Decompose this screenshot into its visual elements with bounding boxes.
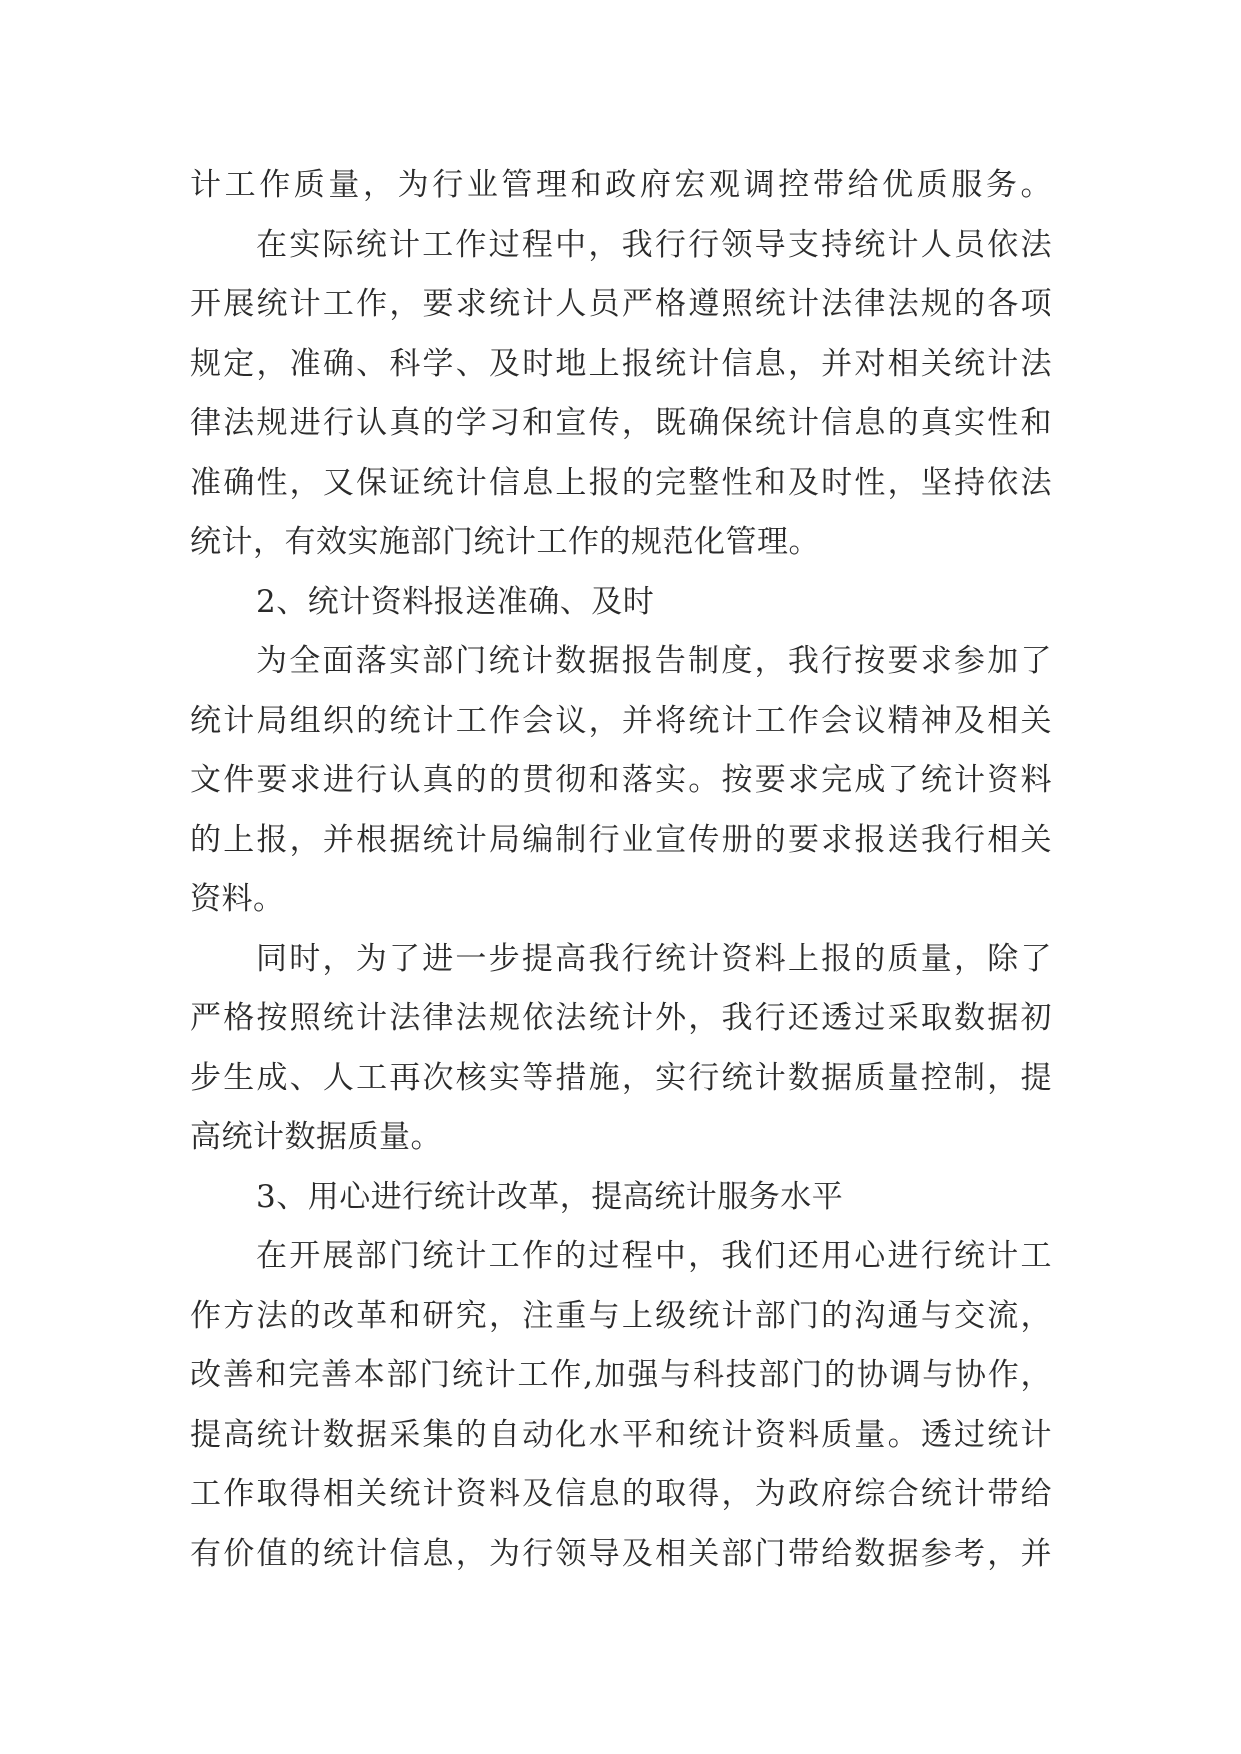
text-line: 计工作质量，为行业管理和政府宏观调控带给优质服务。 <box>190 167 1052 203</box>
section-heading: 3、用心进行统计改革，提高统计服务水平 <box>256 1178 844 1215</box>
document-body <box>190 156 1052 1584</box>
paragraph-first-line: 在实际统计工作过程中，我行行领导支持统计人员依法 <box>256 226 1052 263</box>
paragraph-first-line: 在开展部门统计工作的过程中，我们还用心进行统计工 <box>256 1238 1052 1274</box>
text-line: 改善和完善本部门统计工作,加强与科技部门的协调与协作， <box>190 1357 1052 1393</box>
text-line: 步生成、人工再次核实等措施，实行统计数据质量控制，提 <box>190 1059 1052 1096</box>
text-line: 规定，准确、科学、及时地上报统计信息，并对相关统计法 <box>190 345 1052 382</box>
text-line: 的上报，并根据统计局编制行业宣传册的要求报送我行相关 <box>190 821 1052 858</box>
paragraph-first-line: 同时，为了进一步提高我行统计资料上报的质量，除了 <box>256 940 1052 977</box>
text-line: 统计局组织的统计工作会议，并将统计工作会议精神及相关 <box>190 702 1052 739</box>
text-line: 开展统计工作，要求统计人员严格遵照统计法律法规的各项 <box>190 286 1052 322</box>
text-line: 文件要求进行认真的的贯彻和落实。按要求完成了统计资料 <box>190 762 1052 798</box>
text-line: 有价值的统计信息，为行领导及相关部门带给数据参考，并 <box>190 1535 1052 1572</box>
paragraph-last-line: 资料。 <box>190 881 285 917</box>
text-line: 准确性，又保证统计信息上报的完整性和及时性，坚持依法 <box>190 464 1052 501</box>
paragraph-last-line: 统计，有效实施部门统计工作的规范化管理。 <box>190 524 820 560</box>
text-line: 提高统计数据采集的自动化水平和统计资料质量。透过统计 <box>190 1416 1052 1453</box>
text-line: 工作取得相关统计资料及信息的取得，为政府综合统计带给 <box>190 1476 1052 1512</box>
paragraph-first-line: 为全面落实部门统计数据报告制度，我行按要求参加了 <box>256 643 1052 679</box>
paragraph-last-line: 高统计数据质量。 <box>190 1119 442 1155</box>
section-heading: 2、统计资料报送准确、及时 <box>256 583 655 620</box>
text-line: 作方法的改革和研究，注重与上级统计部门的沟通与交流， <box>190 1297 1052 1334</box>
text-line: 严格按照统计法律法规依法统计外，我行还透过采取数据初 <box>190 1000 1052 1036</box>
text-line: 律法规进行认真的学习和宣传，既确保统计信息的真实性和 <box>190 405 1052 441</box>
